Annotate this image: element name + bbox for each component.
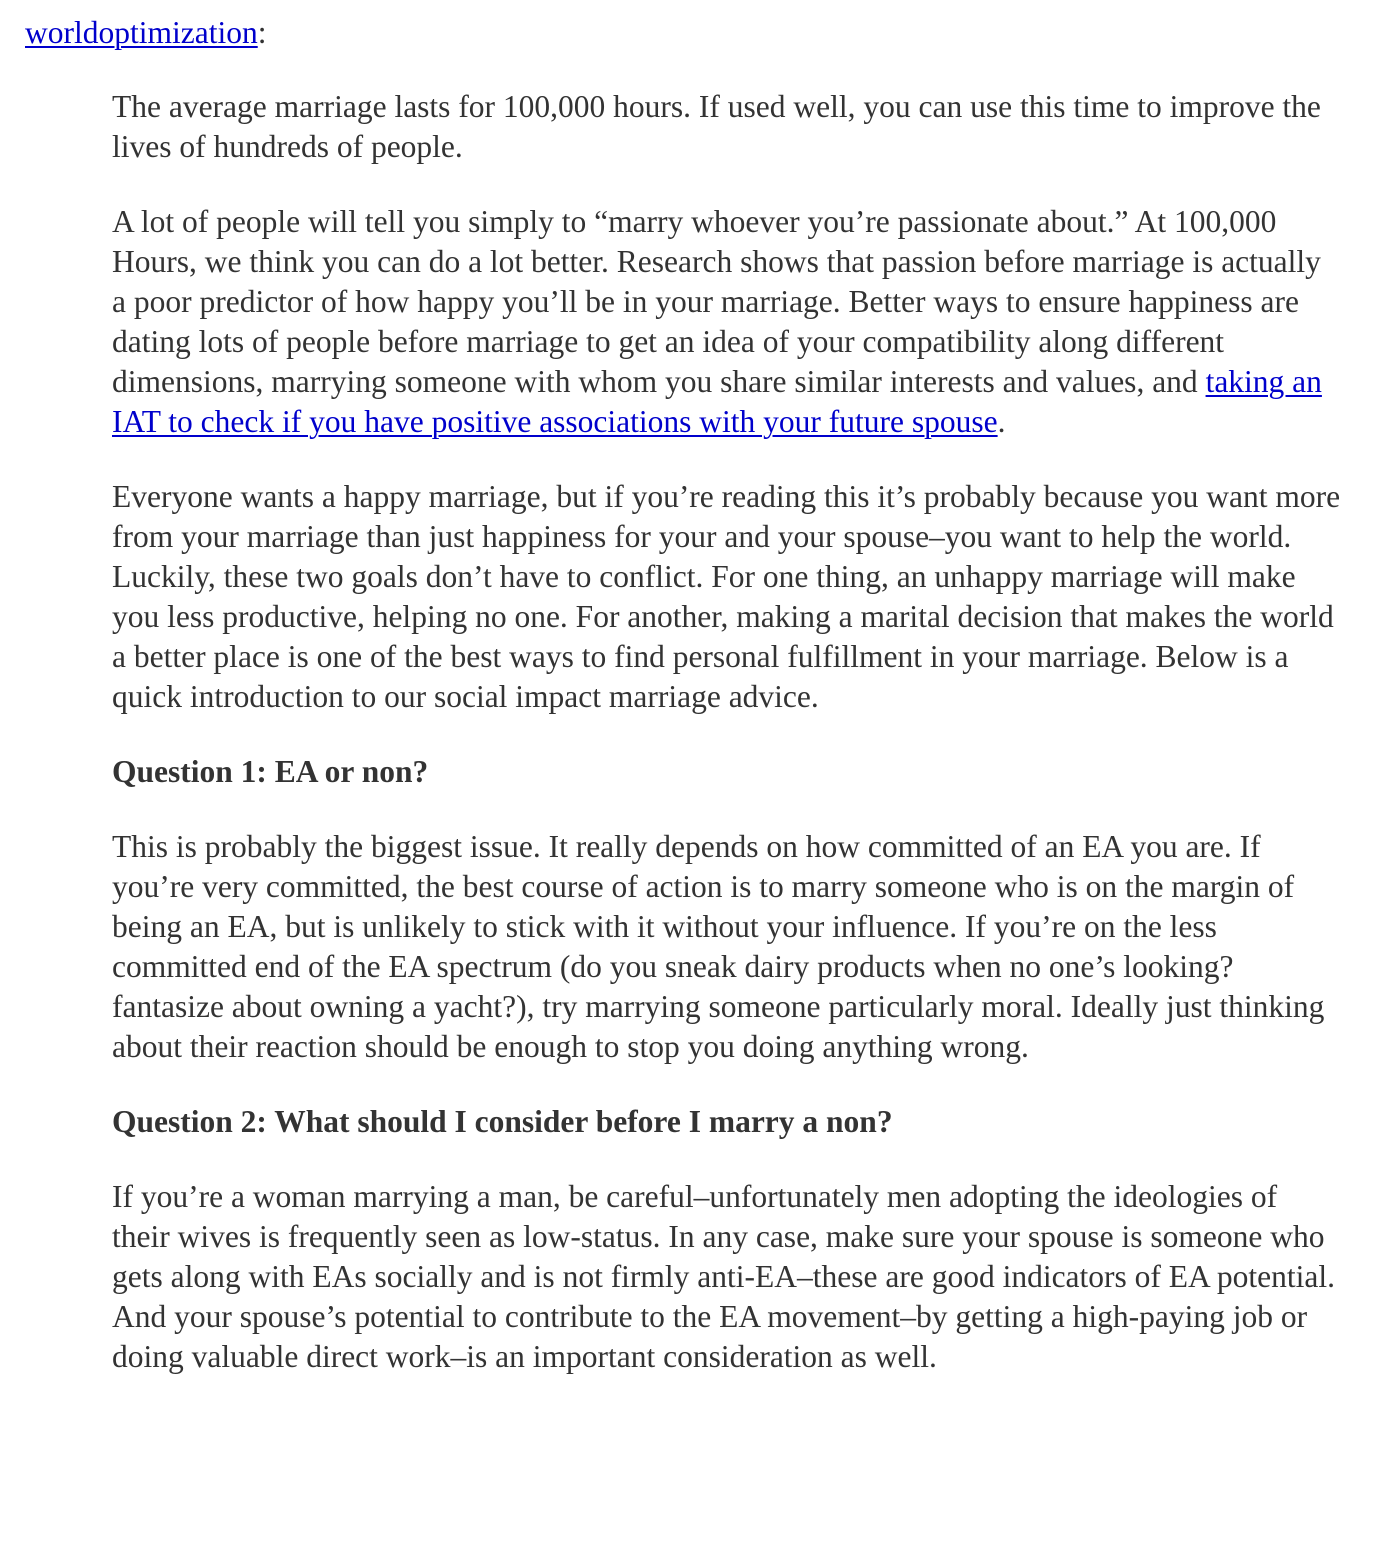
question-1-body: This is probably the biggest issue. It really depends on how committed of an EA you are. If you’re very committed, the best course of action is to marry someone who is on the margin of being an EA, but is unlikely to stick with it without your influence. If you’re on the less committed end of the EA spectrum (do you sneak dairy products when no one’s looking? fantasize about owning a yacht?), try marrying someone particularly moral. Ideally just thinking about their reaction should be enough to stop you doing anything wrong. xyxy=(112,829,1325,1064)
paragraph-passion-text: A lot of people will tell you simply to “marry whoever you’re passionate about.” At 100,000 Hours, we think you can do a lot better. Research shows that passion before marriage is actually a poor predictor of how happy you’ll be in your marriage. Better ways to ensure happiness are dating lots of people before marriage to get an idea of your compatibility along different dimensions, marrying someone with whom you share similar interests and values, and xyxy=(112,204,1321,399)
paragraph-passion-end: . xyxy=(997,404,1006,439)
paragraph-passion xyxy=(112,202,1342,442)
question-1-heading: Question 1: EA or non? xyxy=(112,754,429,789)
iat-link[interactable]: taking an IAT to check if you have positive associations with your future spouse xyxy=(112,364,1322,439)
paragraph-intro: The average marriage lasts for 100,000 hours. If used well, you can use this time to improve the lives of hundreds of people. xyxy=(112,89,1321,164)
author-colon: : xyxy=(257,15,267,50)
author-link[interactable]: worldoptimization xyxy=(25,15,258,50)
author-line xyxy=(25,13,1376,53)
quoted-post xyxy=(25,87,1342,1377)
paragraph-goals: Everyone wants a happy marriage, but if you’re reading this it’s probably because you want more from your marriage than just happiness for your and your spouse–you want to help the world. Luckily, these two goals don’t have to conflict. For one thing, an unhappy marriage will make you less productive, helping no one. For another, making a marital decision that makes the world a better place is one of the best ways to find personal fulfillment in your marriage. Below is a quick introduction to our social impact marriage advice. xyxy=(112,479,1341,714)
question-2-body: If you’re a woman marrying a man, be careful–unfortunately men adopting the ideologies of their wives is frequently seen as low-status. In any case, make sure your spouse is someone who gets along with EAs socially and is not firmly anti-EA–these are good indicators of EA potential. And your spouse’s potential to contribute to the EA movement–by getting a high-paying job or doing valuable direct work–is an important consideration as well. xyxy=(112,1179,1335,1374)
question-2-heading: Question 2: What should I consider before I marry a non? xyxy=(112,1104,893,1139)
